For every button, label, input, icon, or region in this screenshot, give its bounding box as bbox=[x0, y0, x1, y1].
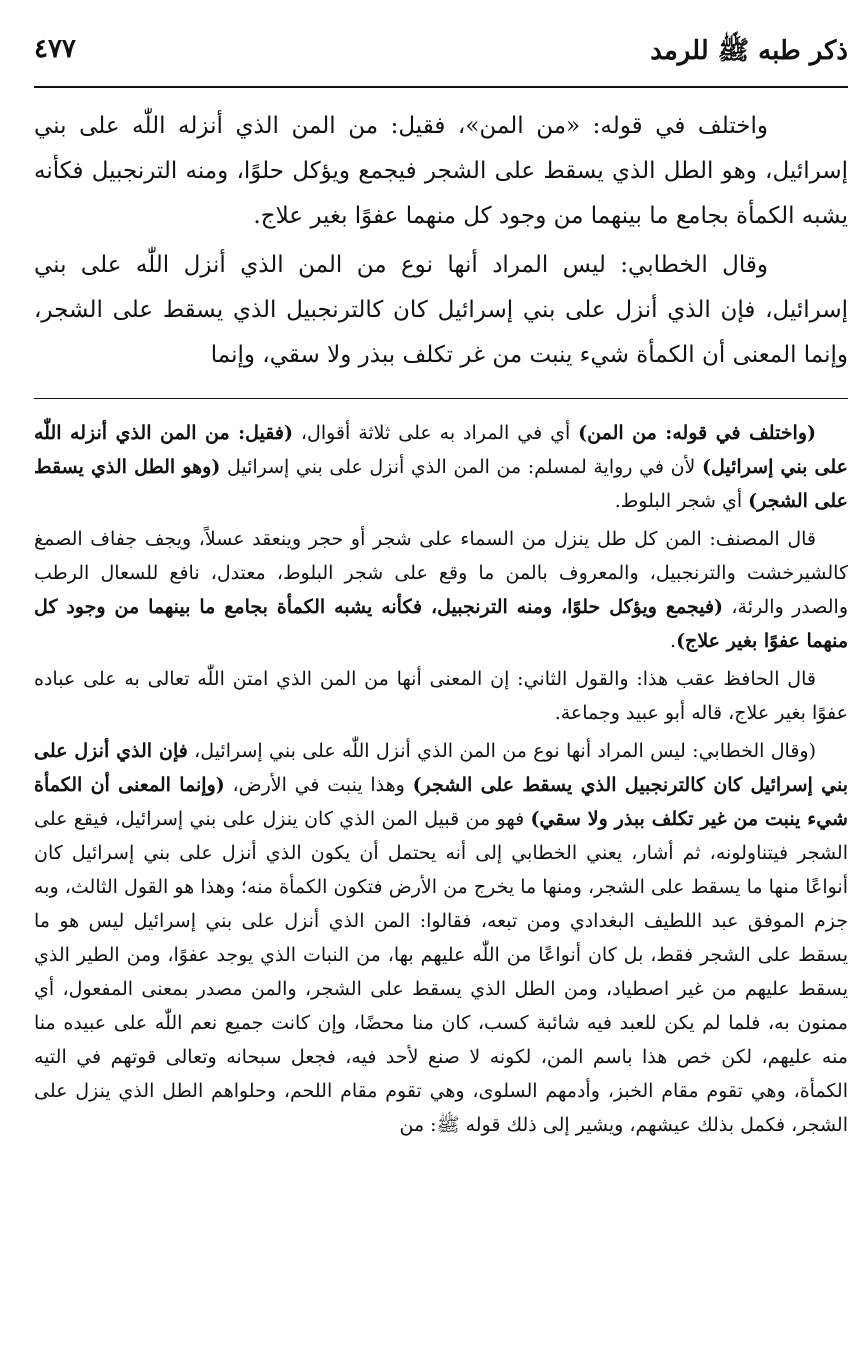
running-title: ذكر طبه ﷺ للرمد bbox=[650, 36, 848, 66]
commentary-text: وهذا ينبت في الأرض، bbox=[224, 774, 413, 796]
quoted-matn: (واختلف في قوله: من المن) bbox=[578, 422, 816, 444]
commentary-text: قال الحافظ عقب هذا: والقول الثاني: إن المعنى أنها من المن الذي امتن اللّٰه تعالى به على عباده عفوًا بغير علاج، قاله أبو عبيد وجماعة. bbox=[34, 668, 848, 724]
page-header bbox=[34, 34, 848, 78]
commentary-text: فهو من قبيل المن الذي كان ينزل على بني إسرائيل، فيقع على الشجر فيتناولونه، ثم أشار، يعني الخطابي إلى أنه يحتمل أن يكون الذي أنزل على بني إسرائيل كان أنواعًا منها ما يسقط على الشجر، ومنها ما يخرج من الأرض فتكون الكمأة منه؛ وهذا هو القول الثالث، وبه جزم الموفق عبد اللطيف البغدادي ومن تبعه، فقالوا: المن الذي أنزل على بني إسرائيل ليس هو ما يسقط على الشجر فقط، بل كان أنواعًا من اللّٰه عليهم بها، من النبات الذي يوجد عفوًا، ومن الطير الذي يسقط عليهم من غير اصطياد، ومن الطل الذي يسقط على الشجر، والمن مصدر بمعنى المفعول، أي ممنون به، فلما لم يكن للعبد فيه شائبة كسب، كان منا محضًا، وإن كانت جميع نعم اللّٰه على عبيده منا منه عليهم، لكن خص هذا باسم المن، لكونه لا صنع لأحد فيه، فجعل سبحانه وتعالى قوتهم في التيه الكمأة، وهي تقوم مقام الخبز، وأدمهم السلوى، وهي تقوم مقام اللحم، وحلواهم الطل الذي ينزل على الشجر، فكمل بذلك عيشهم، ويشير إلى ذلك قوله ﷺ: من bbox=[34, 808, 848, 1136]
commentary-text: قال المصنف: المن كل طل ينزل من السماء على شجر أو حجر وينعقد عسلاً، ويجف جفاف الصمغ كالشيرخشت والترنجبيل، والمعروف بالمن ما وقع على شجر البلوط، معتدل، نافع للسعال الرطب والصدر والرئة، bbox=[34, 528, 848, 618]
commentary-text: لأن في رواية لمسلم: من المن الذي أنزل على بني إسرائيل bbox=[220, 456, 702, 478]
commentary-text: أي في المراد به على ثلاثة أقوال، bbox=[292, 422, 579, 444]
main-text bbox=[34, 104, 848, 382]
commentary-paragraph bbox=[34, 522, 848, 658]
page-number: ٤٧٧ bbox=[34, 34, 76, 64]
footnote-rule bbox=[34, 398, 848, 399]
commentary-paragraph bbox=[34, 662, 848, 730]
commentary-paragraph bbox=[34, 734, 848, 1142]
commentary bbox=[34, 416, 848, 1146]
commentary-text: (وقال الخطابي: ليس المراد أنها نوع من المن الذي أنزل اللّٰه على بني إسرائيل، bbox=[187, 740, 817, 762]
main-paragraph bbox=[34, 104, 848, 239]
header-rule bbox=[34, 86, 848, 88]
main-sentence: واختلف في قوله: «من المن»، فقيل: من المن الذي أنزله اللّٰه على بني إسرائيل، وهو الطل الذي يسقط على الشجر فيجمع ويؤكل حلوًا، ومنه الترنجبيل فكأنه يشبه الكمأة بجامع ما بينهما من وجود كل منهما عفوًا بغير علاج. bbox=[34, 113, 848, 229]
main-sentence: وقال الخطابي: ليس المراد أنها نوع من المن الذي أنزل اللّٰه على بني إسرائيل، فإن الذي أنزل على بني إسرائيل كان كالترنجبيل الذي يسقط على الشجر، وإنما المعنى أن الكمأة شيء ينبت من غر تكلف ببذر ولا سقي، وإنما bbox=[34, 252, 848, 368]
commentary-text: أي شجر البلوط. bbox=[614, 490, 749, 512]
quoted-matn: (وإنما المعنى أن الكمأة شيء ينبت من غير تكلف ببذر ولا سقي) bbox=[34, 774, 848, 830]
quoted-matn: فإن الذي أنزل على بني إسرائيل كان كالترنجبيل الذي يسقط على الشجر) bbox=[34, 740, 848, 796]
main-paragraph bbox=[34, 243, 848, 378]
quoted-matn: (فقيل: من المن الذي أنزله اللّٰه على بني إسرائيل) bbox=[34, 422, 849, 478]
commentary-text: . bbox=[670, 630, 677, 652]
quoted-matn: (وهو الطل الذي يسقط على الشجر) bbox=[34, 456, 848, 512]
quoted-matn: (فيجمع ويؤكل حلوًا، ومنه الترنجبيل، فكأنه يشبه الكمأة بجامع ما بينهما من وجود كل منهما عفوًا بغير علاج) bbox=[34, 596, 848, 652]
commentary-paragraph bbox=[34, 416, 848, 518]
